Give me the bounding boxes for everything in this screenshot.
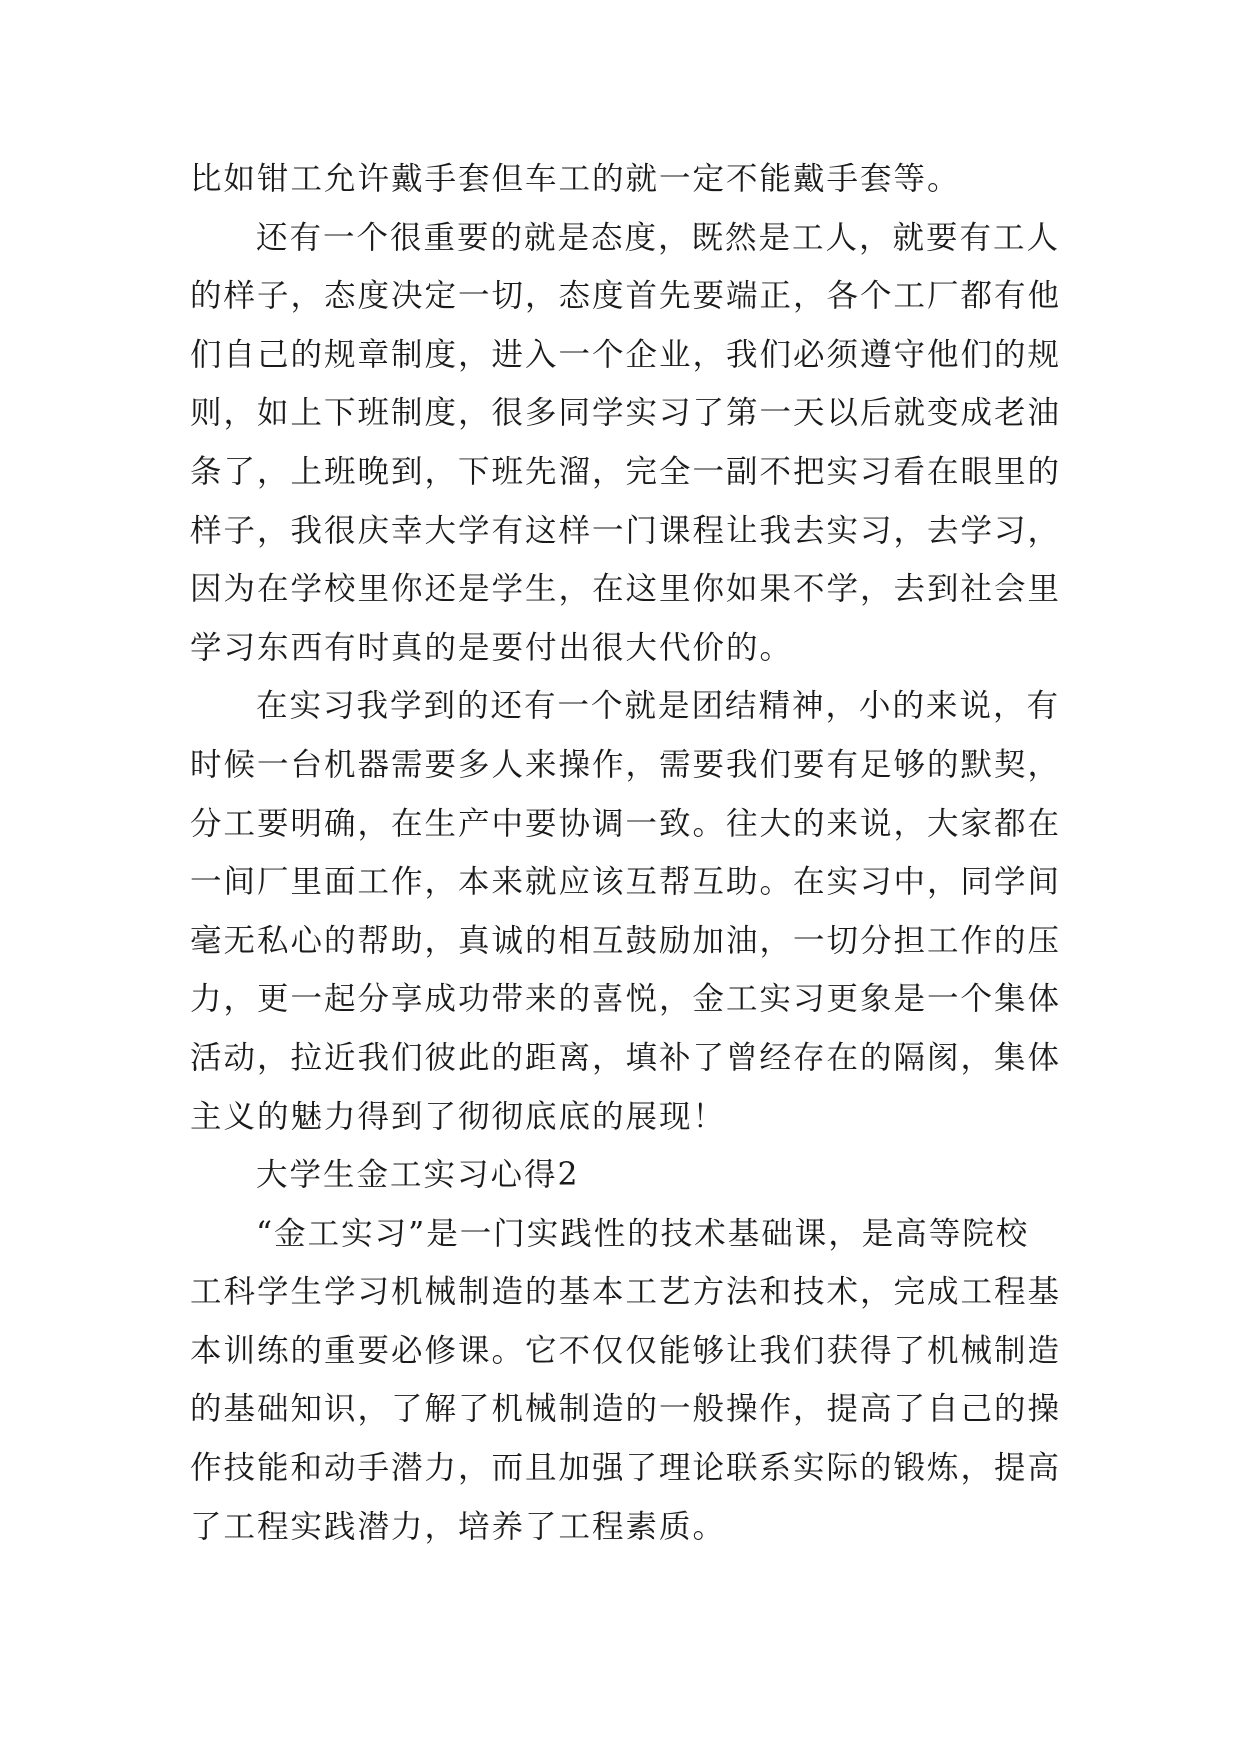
- text-line: 一间厂里面工作，本来就应该互帮互助。在实习中，同学间: [190, 864, 1062, 901]
- text-line: 工科学生学习机械制造的基本工艺方法和技术，完成工程基: [190, 1274, 1062, 1311]
- text-line: 活动，拉近我们彼此的距离，填补了曾经存在的隔阂，集体: [190, 1039, 1062, 1076]
- text-line: 作技能和动手潜力，而且加强了理论联系实际的锻炼，提高: [190, 1450, 1062, 1487]
- text-line: 分工要明确，在生产中要协调一致。往大的来说，大家都在: [190, 805, 1062, 842]
- text-line: “金工实习”是一门实践性的技术基础课，是高等院校: [256, 1215, 1030, 1252]
- text-line: 因为在学校里你还是学生，在这里你如果不学，去到社会里: [190, 571, 1062, 608]
- text-line: 本训练的重要必修课。它不仅仅能够让我们获得了机械制造: [190, 1332, 1062, 1369]
- text-line: 了工程实践潜力，培养了工程素质。: [190, 1508, 727, 1545]
- text-line: 学习东西有时真的是要付出很大代价的。: [190, 629, 794, 666]
- text-line: 还有一个很重要的就是态度，既然是工人，就要有工人: [256, 219, 1061, 256]
- text-line: 毫无私心的帮助，真诚的相互鼓励加油，一切分担工作的压: [190, 922, 1062, 959]
- text-line: 们自己的规章制度，进入一个企业，我们必须遵守他们的规: [190, 336, 1062, 373]
- text-line: 时候一台机器需要多人来操作，需要我们要有足够的默契，: [190, 746, 1062, 783]
- text-line: 的基础知识，了解了机械制造的一般操作，提高了自己的操: [190, 1391, 1062, 1428]
- document-body: [190, 150, 1065, 1556]
- text-line: 比如钳工允许戴手套但车工的就一定不能戴手套等。: [190, 161, 961, 197]
- text-line: 样子，我很庆幸大学有这样一门课程让我去实习，去学习，: [190, 512, 1062, 549]
- text-line: 条了，上班晚到，下班先溜，完全一副不把实习看在眼里的: [190, 453, 1062, 490]
- text-line: 主义的魅力得到了彻彻底底的展现！: [190, 1098, 727, 1135]
- text-line: 的样子，态度决定一切，态度首先要端正，各个工厂都有他: [190, 278, 1062, 315]
- text-line: 大学生金工实习心得2: [256, 1157, 580, 1194]
- text-line: 在实习我学到的还有一个就是团结精神，小的来说，有: [256, 688, 1061, 725]
- text-line: 则，如上下班制度，很多同学实习了第一天以后就变成老油: [190, 395, 1062, 432]
- text-line: 力，更一起分享成功带来的喜悦，金工实习更象是一个集体: [190, 981, 1062, 1018]
